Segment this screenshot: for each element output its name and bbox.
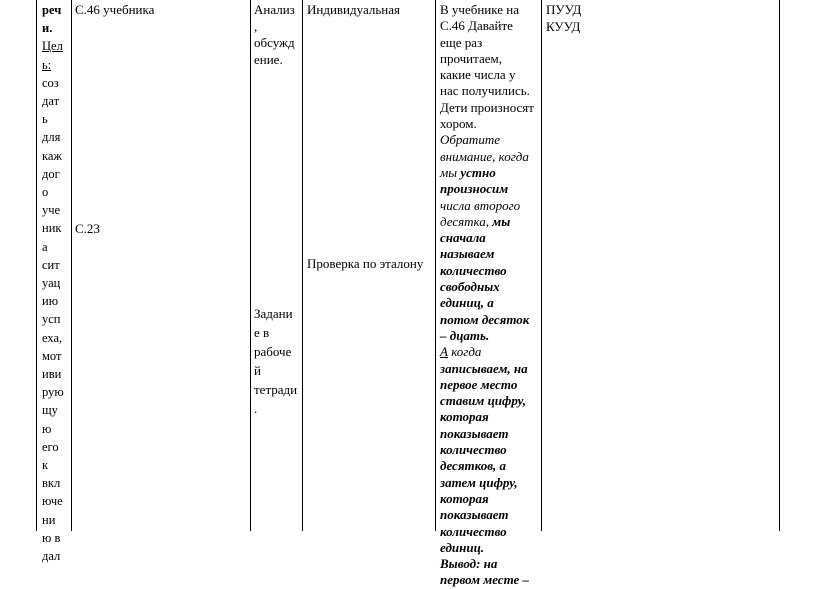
- goal-line: а: [42, 239, 48, 254]
- activity-line: хором.: [440, 116, 477, 132]
- method-line: обсужд: [254, 35, 295, 51]
- activity-line: единиц, а: [440, 295, 494, 311]
- activity-line: потом десяток: [440, 311, 530, 327]
- activity-line: десятка, мы: [440, 213, 511, 229]
- goal-line: реч: [42, 3, 62, 17]
- goal-line: ник: [42, 221, 62, 236]
- uud-cell: [546, 2, 581, 35]
- activity-line: первом месте –: [440, 572, 530, 588]
- method-line: рабоче: [254, 344, 292, 359]
- method-top: [254, 2, 302, 68]
- activity-line: нас получились.: [440, 83, 530, 99]
- goal-line: к: [42, 458, 49, 473]
- activity-line: Дети произносят: [440, 99, 534, 115]
- goal-line: ию: [42, 294, 59, 309]
- goal-line: ь:: [42, 57, 52, 72]
- activity-line: С.46 Давайте: [440, 18, 513, 34]
- activity-line: единиц.: [440, 539, 485, 555]
- goal-line: о: [42, 185, 49, 200]
- activity-line: количество: [440, 262, 507, 278]
- activity-line: показывает: [440, 425, 509, 441]
- method-line: ,: [254, 18, 258, 34]
- goal-line: сит: [42, 257, 60, 272]
- activity-line: которая: [440, 409, 489, 425]
- activity-line: Вывод: на: [440, 556, 498, 572]
- goal-line: для: [42, 130, 61, 145]
- activity-line: прочитаем,: [440, 50, 502, 66]
- goal-line: юче: [42, 494, 63, 509]
- activity-line: внимание, когда: [440, 148, 529, 164]
- activity-line: какие числа у: [440, 67, 516, 83]
- goal-line: рую: [42, 385, 64, 400]
- goal-line: каж: [42, 148, 63, 163]
- table-border-left: [36, 0, 37, 531]
- goal-line: ю: [42, 421, 52, 436]
- activity-line: затем цифру,: [440, 474, 518, 490]
- goal-line: дал: [42, 549, 61, 564]
- activity-line: произносим: [440, 181, 509, 197]
- activity-line: сначала: [440, 230, 486, 246]
- goal-line: иви: [42, 367, 62, 382]
- goal-line: уац: [42, 276, 61, 291]
- activity-line: свободных: [440, 279, 500, 295]
- activity-line: которая: [440, 490, 489, 506]
- method-line: .: [254, 401, 258, 416]
- work-form-mid: Проверка по эталону: [307, 256, 424, 271]
- table-border-col4: [435, 0, 436, 531]
- activity-line: называем: [440, 246, 495, 262]
- activity-cell: [440, 2, 540, 589]
- method-bottom: [254, 304, 302, 418]
- work-form-top: Индивидуальная: [307, 2, 400, 17]
- activity-line: Обратите: [440, 132, 500, 148]
- method-line: й: [254, 363, 261, 378]
- activity-line: еще раз: [440, 34, 483, 50]
- method-line: Задани: [254, 306, 293, 321]
- activity-line: десятков, а: [440, 458, 507, 474]
- activity-line: записываем, на: [440, 360, 528, 376]
- resource-top: С.46 учебника: [75, 2, 155, 17]
- goal-cell: [42, 1, 70, 565]
- uud-line: ПУУД: [546, 2, 582, 17]
- goal-line: ю в: [42, 530, 61, 545]
- goal-line: и.: [42, 21, 53, 36]
- activity-line: – дцать.: [440, 327, 490, 343]
- activity-line: мы устно: [440, 164, 496, 180]
- uud-line: КУУД: [546, 18, 581, 34]
- goal-line: вкл: [42, 476, 61, 491]
- activity-line: числа второго: [440, 197, 521, 213]
- activity-line: В учебнике на: [440, 2, 519, 17]
- method-line: Анализ: [254, 2, 295, 17]
- goal-line: Цел: [42, 39, 63, 54]
- goal-line: дат: [42, 94, 60, 109]
- goal-line: ни: [42, 512, 56, 527]
- method-line: е в: [254, 325, 270, 340]
- activity-line: ставим цифру,: [440, 393, 527, 409]
- table-border-right: [779, 0, 780, 531]
- goal-line: дог: [42, 166, 60, 181]
- activity-line: А когда: [440, 344, 482, 360]
- goal-line: ь: [42, 112, 48, 127]
- method-line: ение.: [254, 51, 283, 67]
- goal-line: уче: [42, 203, 61, 218]
- goal-line: щу: [42, 403, 58, 418]
- table-border-col5: [541, 0, 542, 531]
- activity-line: количество: [440, 523, 507, 539]
- goal-line: мот: [42, 348, 62, 363]
- goal-line: соз: [42, 75, 59, 90]
- activity-line: количество: [440, 442, 507, 458]
- activity-line: первое место: [440, 376, 518, 392]
- goal-line: его: [42, 439, 59, 454]
- table-border-col1: [71, 0, 72, 531]
- resource-mid: С.23: [75, 221, 100, 236]
- goal-line: еха,: [42, 330, 63, 345]
- goal-line: усп: [42, 312, 61, 327]
- table-border-col2: [250, 0, 251, 531]
- activity-line: показывает: [440, 507, 509, 523]
- table-border-col3: [302, 0, 303, 531]
- method-line: тетради: [254, 382, 298, 397]
